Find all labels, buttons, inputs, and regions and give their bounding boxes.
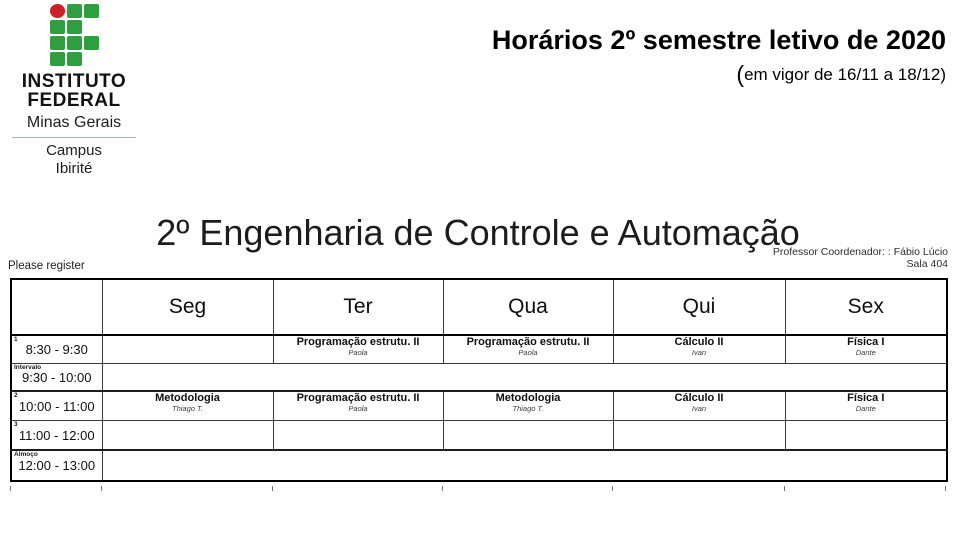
class-cell-empty	[785, 421, 947, 451]
document-subtitle	[492, 61, 946, 88]
teacher-name: Thiago T.	[172, 403, 203, 413]
coordinator-block	[773, 246, 948, 271]
subject-name: Metodologia	[155, 392, 220, 404]
logo-divider	[12, 137, 136, 138]
teacher-name: Dante	[855, 347, 876, 357]
logo-institution-line1: INSTITUTO	[21, 71, 127, 92]
slot-tag: 1	[14, 336, 18, 343]
merged-empty-cell	[102, 364, 947, 392]
slot-tag: 2	[14, 392, 18, 399]
class-cell	[613, 335, 785, 364]
timetable-row	[11, 421, 947, 451]
logo-campus-line1: Campus	[46, 141, 102, 159]
ifmg-logo	[8, 4, 140, 178]
class-cell	[273, 335, 443, 364]
teacher-name: Paola	[348, 403, 368, 413]
document-title: Horários 2º semestre letivo de 2020	[491, 25, 946, 55]
class-cell	[273, 391, 443, 421]
time-range: 11:00 - 12:00	[18, 427, 95, 443]
subject-name: Programação estrutu. II	[466, 336, 590, 348]
logo-campus-line2: Ibirité	[55, 159, 93, 177]
day-header-qui: Qui	[613, 279, 785, 335]
day-header-sex: Sex	[785, 279, 947, 335]
coordinator-name: Professor Coordenador: : Fábio Lúcio	[772, 246, 948, 258]
class-cell-empty	[102, 421, 273, 451]
document-title-block	[492, 26, 946, 88]
class-cell	[785, 391, 947, 421]
subtitle-open-paren: (	[736, 60, 745, 87]
logo-institution-line2: FEDERAL	[27, 90, 121, 112]
subject-name: Física I	[847, 336, 885, 348]
time-slot-cell	[11, 450, 102, 481]
time-range: 8:30 - 9:30	[25, 342, 88, 357]
class-cell	[785, 335, 947, 364]
class-cell	[443, 335, 613, 364]
register-watermark: Please register	[8, 260, 85, 272]
room-number: Sala 404	[906, 258, 948, 271]
day-header-qua: Qua	[443, 279, 613, 335]
teacher-name: Thiago T.	[512, 403, 544, 413]
subject-name: Metodologia	[495, 392, 561, 404]
teacher-name: Ivan	[691, 347, 707, 357]
class-cell-empty	[273, 421, 443, 451]
timetable-row-interval	[11, 364, 947, 392]
time-column-header	[11, 279, 102, 335]
subject-name: Cálculo II	[674, 336, 724, 348]
timetable-header-row	[11, 279, 947, 335]
teacher-name: Dante	[855, 403, 876, 413]
merged-empty-cell	[102, 450, 947, 481]
day-header-seg: Seg	[102, 279, 273, 335]
class-cell	[613, 391, 785, 421]
subject-name: Programação estrutu. II	[296, 336, 420, 348]
time-slot-cell	[11, 391, 102, 421]
teacher-name: Ivan	[691, 403, 707, 413]
time-slot-cell	[11, 364, 102, 392]
time-range: 12:00 - 13:00	[18, 458, 96, 473]
class-cell	[102, 391, 273, 421]
slot-tag: Intervalo	[14, 364, 42, 371]
timetable-row	[11, 391, 947, 421]
time-slot-cell	[11, 421, 102, 451]
timetable-row	[11, 335, 947, 364]
time-slot-cell	[11, 335, 102, 364]
subtitle-close-paren: )	[940, 64, 946, 84]
subject-name: Programação estrutu. II	[296, 392, 420, 404]
timetable-row-lunch	[11, 450, 947, 481]
class-cell-empty	[102, 335, 273, 364]
subject-name: Física I	[847, 392, 885, 404]
subtitle-text: em vigor de 16/11 a 18/12	[744, 64, 941, 84]
slot-tag: Almoço	[14, 451, 38, 458]
class-cell	[443, 391, 613, 421]
course-title: 2º Engenharia de Controle e Automação	[156, 212, 800, 253]
slot-tag: 3	[14, 421, 18, 428]
timetable	[10, 278, 948, 482]
teacher-name: Paola	[518, 347, 538, 357]
time-range: 10:00 - 11:00	[18, 398, 95, 414]
teacher-name: Paola	[348, 347, 368, 357]
class-cell-empty	[443, 421, 613, 451]
time-range: 9:30 - 10:00	[22, 369, 92, 385]
ifmg-logo-mark-icon	[8, 4, 140, 66]
class-cell-empty	[613, 421, 785, 451]
logo-region: Minas Gerais	[26, 113, 122, 131]
subject-name: Cálculo II	[674, 392, 724, 404]
cropped-next-row-stubs	[10, 486, 946, 491]
logo-red-dot	[50, 4, 65, 18]
day-header-ter: Ter	[273, 279, 443, 335]
